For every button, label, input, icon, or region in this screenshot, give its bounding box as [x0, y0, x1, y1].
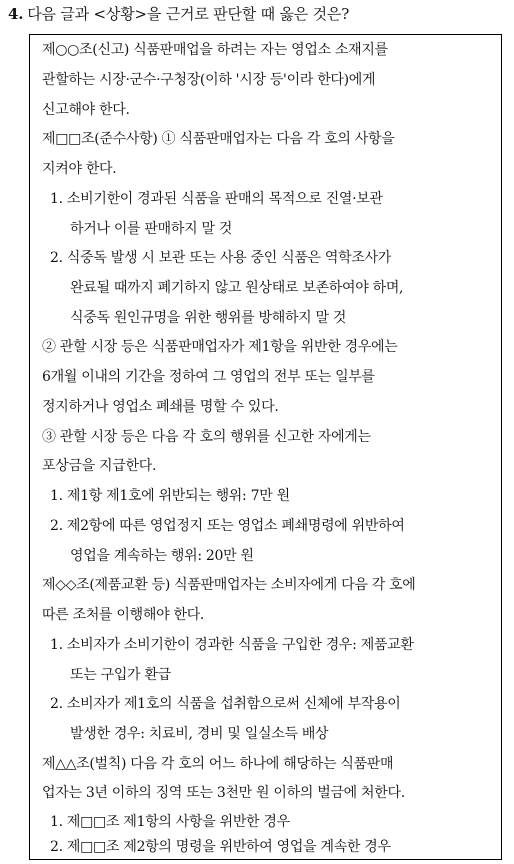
passage-line: 또는 구입가 환급	[70, 667, 171, 683]
passage-line: 2. 소비자가 제1호의 식품을 섭취함으로써 신체에 부작용이	[50, 696, 401, 712]
passage-line: 식중독 원인규명을 위한 행위를 방해하지 말 것	[70, 310, 347, 326]
passage-line: 포상금을 지급한다.	[42, 458, 157, 474]
passage-line: 발생한 경우: 치료비, 경비 및 일실소득 배상	[70, 726, 329, 742]
passage-line: 1. 소비기한이 경과된 식품을 판매의 목적으로 진열·보관	[50, 191, 383, 207]
passage-line: 2. 제2항에 따른 영업정지 또는 영업소 폐쇄명령에 위반하여	[50, 518, 405, 534]
passage-box	[29, 34, 502, 860]
passage-line: 하거나 이를 판매하지 말 것	[70, 221, 233, 237]
question-number: 4.	[8, 5, 24, 23]
passage-line: 정지하거나 영업소 폐쇄를 명할 수 있다.	[42, 399, 279, 415]
passage-line: 완료될 때까지 폐기하지 않고 원상태로 보존하여야 하며,	[70, 280, 404, 296]
passage-line: 2. 제□□조 제2항의 명령을 위반하여 영업을 계속한 경우	[50, 839, 391, 855]
passage-line: 제◇◇조(제품교환 등) 식품판매업자는 소비자에게 다음 각 호에	[42, 577, 416, 593]
passage-line: ② 관할 시장 등은 식품판매업자가 제1항을 위반한 경우에는	[42, 339, 398, 355]
passage-line: 업자는 3년 이하의 징역 또는 3천만 원 이하의 벌금에 처한다.	[42, 785, 405, 801]
passage-line: 1. 소비자가 소비기한이 경과한 식품을 구입한 경우: 제품교환	[50, 637, 414, 653]
passage-line: 1. 제1항 제1호에 위반되는 행위: 7만 원	[50, 488, 290, 504]
question-header	[8, 3, 349, 24]
passage-line: 따른 조처를 이행해야 한다.	[42, 607, 205, 623]
passage-line: 제○○조(신고) 식품판매업을 하려는 자는 영업소 소재지를	[42, 42, 388, 58]
passage-line: 제△△조(벌칙) 다음 각 호의 어느 하나에 해당하는 식품판매	[42, 756, 394, 772]
question-text: 다음 글과 <상황>을 근거로 판단할 때 옳은 것은?	[27, 5, 350, 23]
passage-line: 6개월 이내의 기간을 정하여 그 영업의 전부 또는 일부를	[42, 369, 375, 385]
passage-line: 관할하는 시장·군수·구청장(이하 '시장 등'이라 한다)에게	[42, 72, 376, 88]
passage-line: 지켜야 한다.	[42, 161, 117, 177]
passage-line: 제□□조(준수사항) ① 식품판매업자는 다음 각 호의 사항을	[42, 131, 395, 147]
passage-line: 2. 식중독 발생 시 보관 또는 사용 중인 식품은 역학조사가	[50, 250, 392, 266]
passage-line: 1. 제□□조 제1항의 사항을 위반한 경우	[50, 814, 290, 830]
passage-line: ③ 관할 시장 등은 다음 각 호의 행위를 신고한 자에게는	[42, 429, 371, 445]
passage-line: 영업을 계속하는 행위: 20만 원	[70, 548, 254, 564]
passage-line: 신고해야 한다.	[42, 102, 130, 118]
